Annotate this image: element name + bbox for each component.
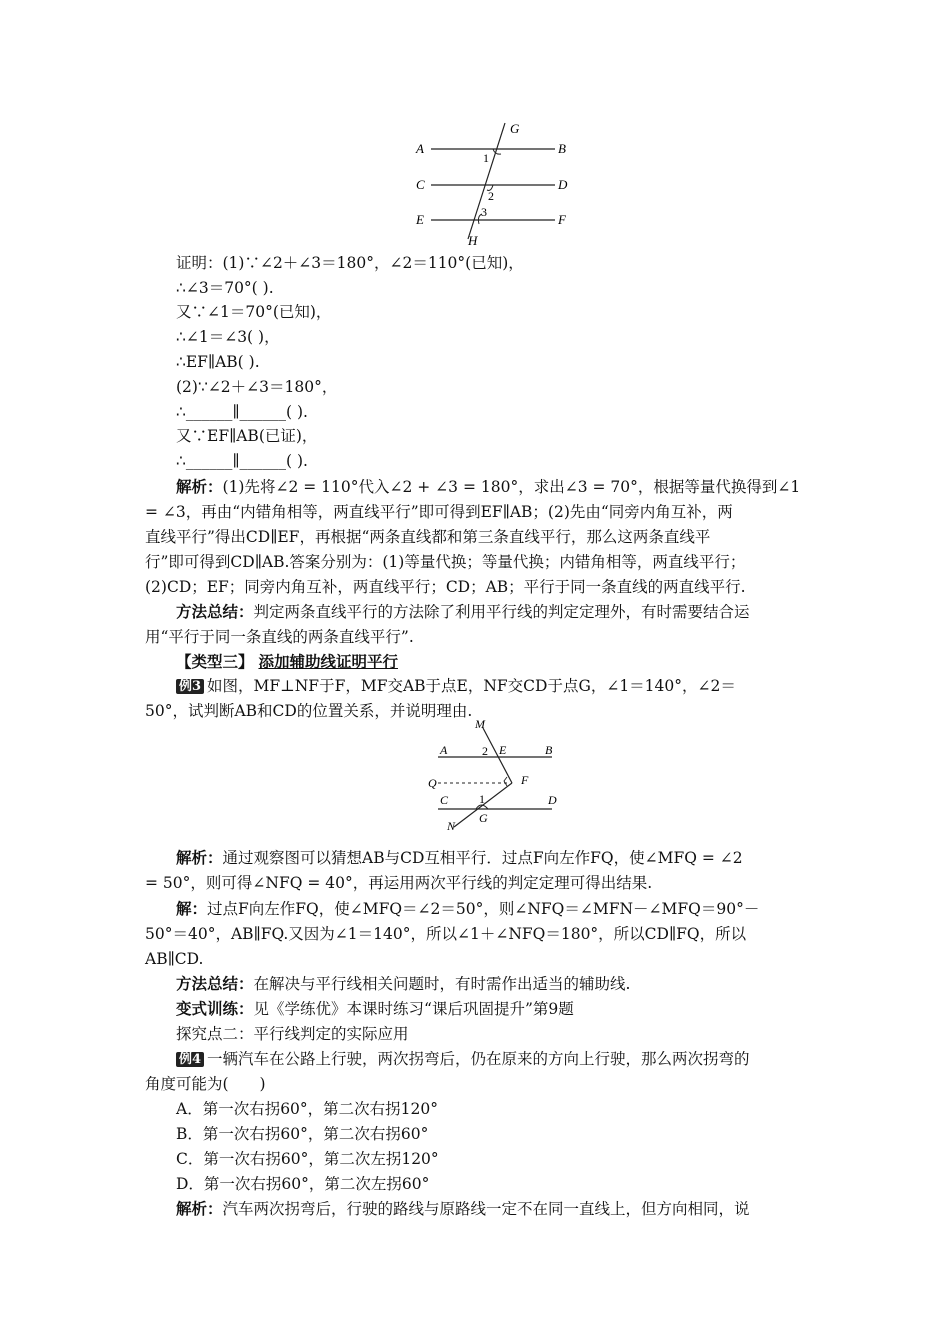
- text-line: 角度可能为( ): [145, 1075, 266, 1093]
- example3-badge: 例3: [176, 679, 204, 694]
- label-d: D: [558, 177, 568, 192]
- type3-tag: 【类型三】: [176, 652, 254, 671]
- text-line: AB∥CD.: [145, 950, 204, 968]
- text-line: 又∵EF∥AB(已证)，: [176, 427, 318, 445]
- solution-tag: 解：: [176, 899, 208, 918]
- variant-text: 见《学练优》本课时练习“课后巩固提升”第9题: [253, 1000, 574, 1018]
- analysis-text: 汽车两次拐弯后，行驶的路线与原路线一定不在同一直线上，但方向相同，说: [222, 1200, 750, 1218]
- method-summary-line: [176, 600, 841, 624]
- analysis-tag: 解析：: [176, 477, 223, 496]
- analysis-line: [176, 475, 841, 499]
- label-1: 1: [479, 792, 485, 806]
- label-3: 3: [481, 205, 487, 219]
- text-line: 直线平行”得出CD∥EF，再根据“两条直线都和第三条直线平行，那么这两条直线平: [145, 528, 711, 546]
- text-line: (2)∵∠2＋∠3＝180°，: [176, 378, 338, 396]
- analysis-line: [176, 846, 841, 870]
- label-1: 1: [483, 151, 489, 165]
- analysis-tag: 解析：: [176, 848, 223, 867]
- analysis-tag: 解析：: [176, 1199, 223, 1218]
- text-line: 用“平行于同一条直线的两条直线平行”.: [145, 628, 414, 646]
- label-g: G: [510, 121, 520, 136]
- method-text: 在解决与平行线相关问题时，有时需作出适当的辅助线.: [253, 975, 631, 993]
- label-g: G: [479, 811, 488, 825]
- text-line: ∴______∥______( ).: [176, 403, 308, 421]
- label-f: F: [558, 212, 566, 227]
- label-d: D: [548, 793, 557, 807]
- label-2: 2: [488, 189, 494, 203]
- label-h: H: [468, 233, 478, 248]
- method-summary-line: [176, 972, 841, 996]
- method-tag: 方法总结：: [176, 602, 254, 621]
- example4-text: 一辆汽车在公路上行驶，两次拐弯后，仍在原来的方向上行驶，那么两次拐弯的: [207, 1050, 750, 1068]
- label-q: Q: [428, 776, 437, 790]
- example3-text: 如图，MF⊥NF于F，MF交AB于点E，NF交CD于点G，∠1＝140°，∠2＝: [207, 677, 736, 695]
- text-line: ∴∠3＝70°( ).: [176, 279, 274, 297]
- option-d: D．第一次右拐60°，第二次左拐60°: [176, 1175, 430, 1193]
- option-a: A．第一次右拐60°，第二次右拐120°: [176, 1100, 439, 1118]
- method-tag: 方法总结：: [176, 974, 254, 993]
- variant-tag: 变式训练：: [176, 999, 254, 1018]
- line-gh: [468, 123, 505, 239]
- option-c: C．第一次右拐60°，第二次左拐120°: [176, 1150, 439, 1168]
- option-b: B．第一次右拐60°，第二次右拐60°: [176, 1125, 429, 1143]
- text-line: 探究点二：平行线判定的实际应用: [176, 1025, 409, 1043]
- text-line: 又∵∠1＝70°(已知)，: [176, 303, 332, 321]
- text-line: = 50°，则可得∠NFQ = 40°，再运用两次平行线的判定定理可得出结果.: [145, 874, 653, 892]
- text-line: (2)CD；EF；同旁内角互补，两直线平行；CD；AB；平行于同一条直线的两直线平行.: [145, 578, 746, 596]
- label-c: C: [416, 177, 425, 192]
- type3-title: 添加辅助线证明平行: [258, 652, 398, 671]
- example4-badge: 例4: [176, 1052, 204, 1067]
- solution-line: [176, 897, 841, 921]
- solution-text: 过点F向左作FQ，使∠MFQ＝∠2＝50°，则∠NFQ＝∠MFN－∠MFQ＝90°－: [207, 900, 760, 918]
- label-2: 2: [482, 744, 488, 758]
- label-e: E: [416, 212, 424, 227]
- example4-line: [176, 1047, 841, 1071]
- text-line: ∴EF∥AB( ).: [176, 353, 260, 371]
- right-angle-mark: [504, 777, 507, 786]
- figure-parallel-lines-2: [418, 715, 568, 840]
- label-e: E: [499, 743, 507, 757]
- label-b: B: [545, 743, 553, 757]
- label-n: N: [447, 819, 456, 833]
- text-line: 50°，试判断AB和CD的位置关系，并说明理由.: [145, 702, 473, 720]
- analysis-text: 通过观察图可以猜想AB与CD互相平行．过点F向左作FQ，使∠MFQ = ∠2: [222, 849, 743, 867]
- label-m: M: [475, 717, 485, 731]
- text-line: ∴______∥______( ).: [176, 452, 308, 470]
- analysis-text: (1)先将∠2 = 110°代入∠2 + ∠3 = 180°，求出∠3 = 70°，根据等量代换得到∠1: [222, 478, 801, 496]
- label-f: F: [521, 773, 529, 787]
- label-a: A: [440, 743, 448, 757]
- text-line: = ∠3，再由“内错角相等，两直线平行”即可得到EF∥AB；(2)先由“同旁内角互补，两: [145, 503, 733, 521]
- label-a: A: [416, 141, 424, 156]
- text-line: 50°＝40°，AB∥FQ.又因为∠1＝140°，所以∠1＋∠NFQ＝180°，所以CD∥FQ，所以: [145, 925, 747, 943]
- text-line: ∴∠1＝∠3( )，: [176, 328, 280, 346]
- variant-training-line: [176, 997, 841, 1021]
- section-heading: [176, 650, 841, 674]
- method-text: 判定两条直线平行的方法除了利用平行线的判定定理外，有时需要结合运: [253, 603, 750, 621]
- text-line: 证明：(1)∵∠2＋∠3＝180°，∠2＝110°(已知)，: [176, 254, 524, 272]
- figure-parallel-lines-1: [405, 118, 585, 250]
- analysis-line: [176, 1197, 841, 1221]
- label-b: B: [558, 141, 566, 156]
- example3-line: [176, 674, 841, 698]
- label-c: C: [440, 793, 449, 807]
- text-line: 行”即可得到CD∥AB.答案分别为：(1)等量代换；等量代换；内错角相等，两直线平行；: [145, 553, 746, 571]
